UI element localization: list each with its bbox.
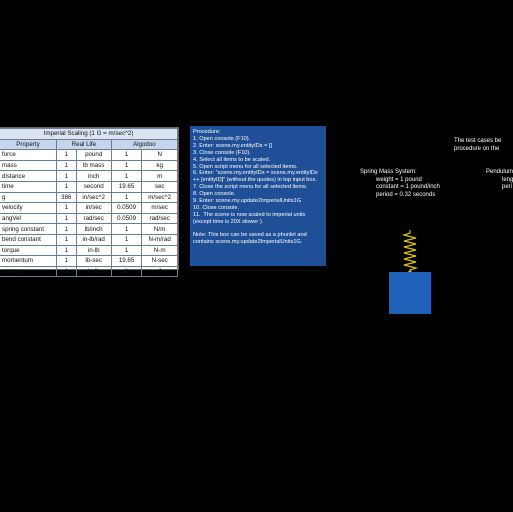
table-cell: 0.0509	[111, 203, 142, 214]
procedure-step: 9. Enter: scene.my.update2ImperialUnits1G	[193, 198, 302, 205]
table-cell: J	[142, 266, 178, 277]
table-row	[0, 245, 178, 256]
table-cell: energy	[0, 266, 57, 277]
spring-mass-weight: weight = 1 pound	[376, 176, 422, 183]
procedure-step: 7. Close the script menu for all selected items.	[193, 184, 308, 191]
table-cell: rad/sec	[76, 213, 111, 224]
table-cell: mass	[0, 160, 57, 171]
table-cell: 1	[57, 213, 77, 224]
table-row	[0, 224, 178, 235]
table-cell: spring constant	[0, 224, 57, 235]
procedure-step: 2. Enter: scene.my.entityIDs = []	[193, 142, 273, 149]
table-cell: in-lb/rad	[76, 234, 111, 245]
table-cell: lb/inch	[76, 224, 111, 235]
pendulum-title: Pendulum	[486, 169, 513, 175]
mass-block[interactable]	[389, 272, 431, 314]
spring-coil	[404, 230, 416, 273]
table-cell: 386	[57, 192, 77, 203]
spring-mass-constant: constant = 1 pound/inch	[376, 184, 440, 191]
table-row	[0, 160, 178, 171]
table-cell: N-m/rad	[142, 234, 178, 245]
header-real-life: Real Life	[57, 139, 112, 150]
table-cell: 1	[57, 150, 77, 161]
table-cell: m	[142, 171, 178, 182]
procedure-step: 1. Open console (F10).	[193, 135, 251, 142]
procedure-step: 5. Open script menu for all selected items.	[193, 163, 298, 170]
table-cell: 1	[57, 181, 77, 192]
table-cell: velocity	[0, 203, 57, 214]
test-note-line2: procedure on the	[454, 145, 500, 152]
table-cell: pound	[76, 150, 111, 161]
table-cell: 1	[57, 266, 77, 277]
procedure-box[interactable]	[190, 126, 326, 266]
table-cell: 1	[111, 245, 142, 256]
table-cell: N-sec	[142, 256, 178, 267]
procedure-step: 10. Close console.	[193, 204, 240, 211]
pendulum-period: peri	[502, 184, 513, 191]
table-cell: 1	[57, 245, 77, 256]
pendulum-length: leng	[502, 176, 513, 183]
table-cell: kg	[142, 160, 178, 171]
spring-mass-title: Spring Mass System:	[360, 169, 417, 175]
procedure-step: 8. Open console.	[193, 191, 236, 198]
procedure-note: Note: This box can be saved as a phunlet and contains scene.my.update2ImperialUnits1G.	[193, 231, 309, 245]
table-cell: torque	[0, 245, 57, 256]
spring-mass-period: period = 0.32 seconds	[376, 191, 436, 198]
table-cell: bend constant	[0, 234, 57, 245]
table-cell: force	[0, 150, 57, 161]
table-cell: momentum	[0, 256, 57, 267]
spring-mass-label	[360, 169, 440, 199]
table-cell: N	[142, 150, 178, 161]
table-cell: 1	[111, 150, 142, 161]
table-cell: m/sec	[142, 203, 178, 214]
table-cell: inch	[76, 171, 111, 182]
table-row	[0, 256, 178, 267]
table-cell: second	[76, 181, 111, 192]
table-cell: 1	[111, 234, 142, 245]
procedure-heading: Procedure:	[193, 129, 221, 135]
test-cases-note	[454, 138, 501, 153]
procedure-step: 3. Close console (F10).	[193, 149, 251, 156]
table-row	[0, 150, 178, 161]
table-cell: N/m	[142, 224, 178, 235]
table-cell: lb mass	[76, 160, 111, 171]
table-row	[0, 266, 178, 277]
table-cell: time	[0, 181, 57, 192]
table-cell: m/sec^2	[142, 192, 178, 203]
table-row	[0, 234, 178, 245]
table-title: Imperial Scaling (1 G = m/sec^2)	[0, 129, 178, 140]
procedure-step: 11. The scene is now scaled to imperial units (except time is 20X slower ).	[193, 211, 307, 225]
imperial-scaling-table	[0, 128, 178, 277]
table-cell: 1	[57, 234, 77, 245]
procedure-step: 4. Select all items to be scaled.	[193, 156, 271, 163]
table-cell: in-lb	[76, 266, 111, 277]
imperial-scaling-table-panel	[0, 127, 179, 276]
table-cell: lb-sec	[76, 256, 111, 267]
table-row	[0, 171, 178, 182]
test-note-line1: The test cases be	[454, 138, 502, 144]
procedure-steps	[193, 136, 323, 226]
table-cell: 1	[111, 266, 142, 277]
table-cell: 1	[111, 171, 142, 182]
table-row	[0, 213, 178, 224]
table-cell: sec	[142, 181, 178, 192]
table-cell: 1	[57, 224, 77, 235]
table-cell: 1	[111, 224, 142, 235]
table-cell: 19.65	[111, 181, 142, 192]
table-cell: g	[0, 192, 57, 203]
table-cell: 1	[111, 160, 142, 171]
header-property: Property	[0, 139, 57, 150]
table-cell: 1	[57, 203, 77, 214]
table-cell: in/sec	[76, 203, 111, 214]
table-cell: 1	[57, 171, 77, 182]
table-cell: 1	[111, 192, 142, 203]
table-cell: rad/sec	[142, 213, 178, 224]
table-cell: 19.65	[111, 256, 142, 267]
table-body	[0, 150, 178, 277]
table-cell: distance	[0, 171, 57, 182]
table-row	[0, 192, 178, 203]
pendulum-label	[486, 169, 513, 192]
table-cell: in/sec^2	[76, 192, 111, 203]
table-row	[0, 181, 178, 192]
procedure-step: 6. Enter: "scene.my.entityIDs = scene.my.entityIDs ++ [entityID]" (without the quotes) in top input box.	[193, 170, 320, 184]
table-cell: 0.0509	[111, 213, 142, 224]
table-cell: angVel	[0, 213, 57, 224]
spring-icon[interactable]	[402, 230, 418, 274]
header-algodoo: Algodoo	[111, 139, 177, 150]
table-cell: 1	[57, 256, 77, 267]
table-cell: N-m	[142, 245, 178, 256]
table-row	[0, 203, 178, 214]
table-cell: in-lb	[76, 245, 111, 256]
table-cell: 1	[57, 160, 77, 171]
